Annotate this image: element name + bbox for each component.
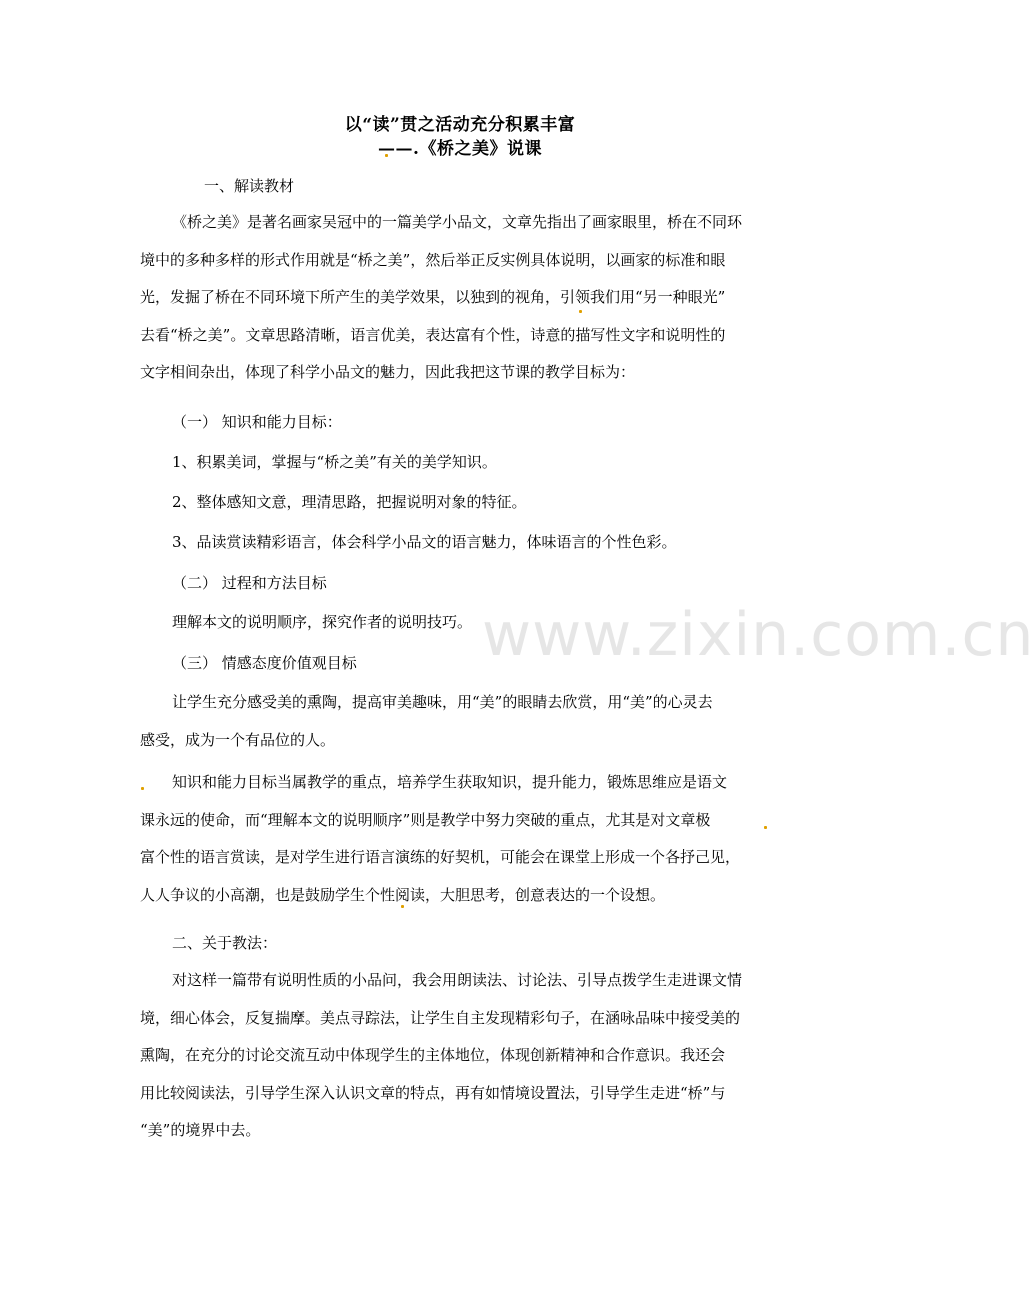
goal-1-heading xyxy=(140,404,785,442)
list-item: 2、整体感知文意，理清思路，把握说明对象的特征。 xyxy=(172,493,527,511)
paragraph-line: 人人争议的小高潮，也是鼓励学生个性阅读，大胆思考，创意表达的一个设想。 xyxy=(140,885,666,904)
watermark: www.zixin.com.cn xyxy=(482,600,1034,670)
list-item: 3、品读赏读精彩语言，体会科学小品文的语言魅力，体味语言的个性色彩。 xyxy=(172,533,677,551)
section-2-heading xyxy=(140,925,785,963)
section-2-paragraph xyxy=(140,962,785,1150)
paragraph-line: 境，细心体会，反复揣摩。美点寻踪法，让学生自主发现精彩句子，在涵咏品味中接受美的 xyxy=(140,1008,741,1027)
section-1-heading xyxy=(140,168,785,206)
paragraph-line: 境中的多种多样的形式作用就是“桥之美”，然后举正反实例具体说明，以画家的标准和眼 xyxy=(140,250,726,269)
section-1-paragraph xyxy=(140,204,785,392)
paragraph-line: 知识和能力目标当属教学的重点，培养学生获取知识，提升能力，锻炼思维应是语文 xyxy=(172,773,728,791)
paragraph-line: 课永远的使命，而“理解本文的说明顺序”则是教学中努力突破的重点，尤其是对文章极 xyxy=(140,810,711,829)
paragraph-line: 让学生充分感受美的熏陶，提高审美趣味，用“美”的眼睛去欣赏，用“美”的心灵去 xyxy=(172,693,713,711)
list-item: 1、积累美词，掌握与“桥之美”有关的美学知识。 xyxy=(172,453,497,471)
paragraph-line: 感受，成为一个有品位的人。 xyxy=(140,730,336,749)
document-subtitle: ——.《桥之美》说课 xyxy=(378,139,542,159)
goal-heading-text: （二） 过程和方法目标 xyxy=(172,574,327,592)
document-title: 以“读”贯之活动充分积累丰富 xyxy=(344,115,576,135)
paragraph-line: 去看“桥之美”。文章思路清晰，语言优美，表达富有个性，诗意的描写性文字和说明性的 xyxy=(140,325,726,344)
goal-2-text xyxy=(140,604,785,642)
paragraph-line: “美”的境界中去。 xyxy=(140,1121,261,1139)
heading-text: 一、解读教材 xyxy=(204,177,295,195)
goal-1-item-2 xyxy=(140,484,785,522)
paragraph-line: 光，发掘了桥在不同环境下所产生的美学效果，以独到的视角，引领我们用“另一种眼光” xyxy=(140,288,726,306)
goal-3-paragraph xyxy=(140,684,785,759)
paragraph-line: 理解本文的说明顺序，探究作者的说明技巧。 xyxy=(172,613,473,631)
paragraph-line: 富个性的语言赏读，是对学生进行语言演练的好契机，可能会在课堂上形成一个各抒己见， xyxy=(140,848,741,866)
goal-heading-text: （三） 情感态度价值观目标 xyxy=(172,654,357,672)
focus-paragraph xyxy=(140,764,785,914)
goal-3-heading xyxy=(140,645,785,683)
goal-2-heading xyxy=(140,565,785,603)
paragraph-line: 《桥之美》是著名画家吴冠中的一篇美学小品文，文章先指出了画家眼里，桥在不同环 xyxy=(172,213,743,231)
paragraph-line: 用比较阅读法，引导学生深入认识文章的特点，再有如情境设置法，引导学生走进“桥”与 xyxy=(140,1083,726,1102)
paragraph-line: 文字相间杂出，体现了科学小品文的魅力，因此我把这节课的教学目标为： xyxy=(140,363,636,381)
paragraph-line: 对这样一篇带有说明性质的小品问，我会用朗读法、讨论法、引导点拨学生走进课文情 xyxy=(172,971,743,989)
heading-text: 二、关于教法： xyxy=(172,934,278,952)
goal-1-item-1 xyxy=(140,444,785,482)
goal-heading-text: （一） 知识和能力目标： xyxy=(172,413,342,431)
paragraph-line: 熏陶，在充分的讨论交流互动中体现学生的主体地位，体现创新精神和合作意识。我还会 xyxy=(140,1046,726,1064)
goal-1-item-3 xyxy=(140,524,785,562)
